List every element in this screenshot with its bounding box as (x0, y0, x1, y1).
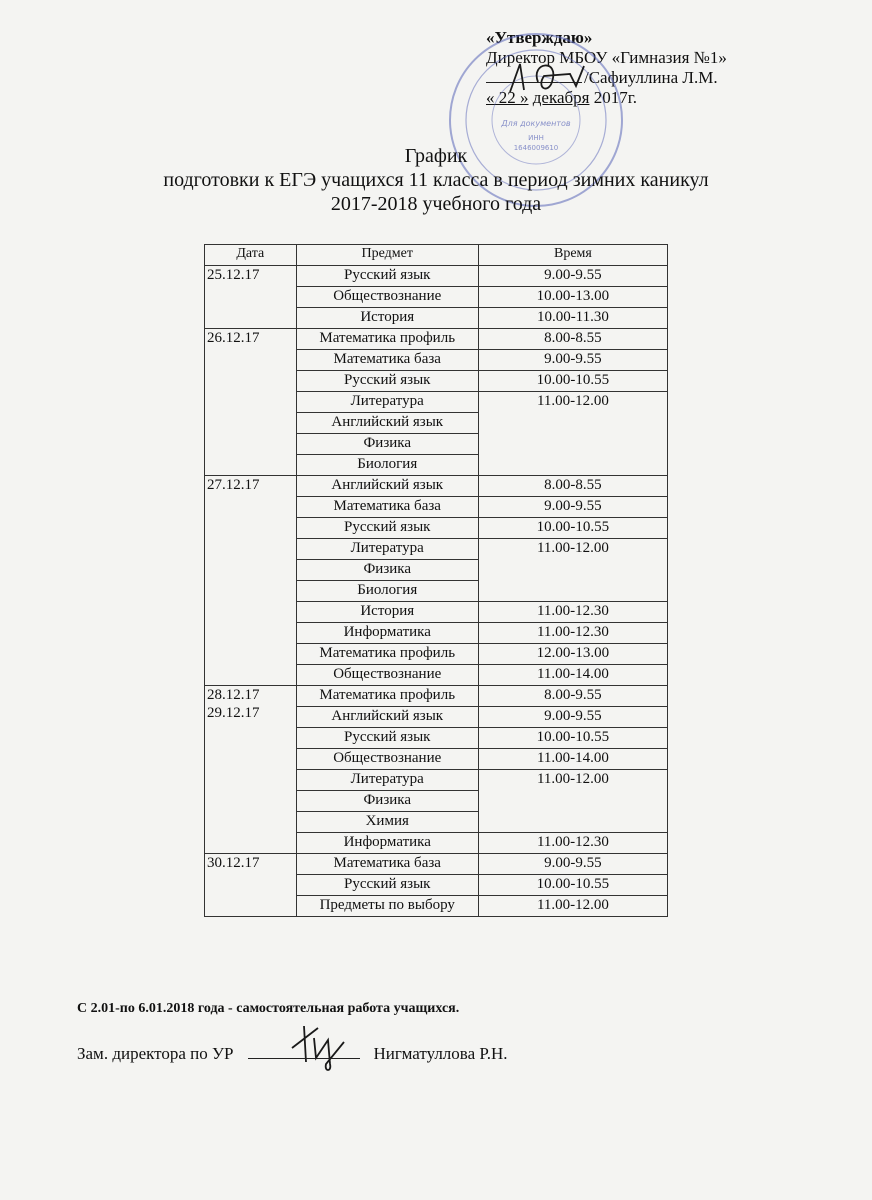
cell-date: 30.12.17 (205, 854, 297, 917)
cell-subject: Математика база (296, 854, 478, 875)
cell-time: 11.00-14.00 (478, 749, 667, 770)
cell-date: 26.12.17 (205, 329, 297, 476)
approval-block (486, 28, 816, 108)
approval-date (486, 88, 816, 108)
approval-date-year: 2017г. (593, 88, 638, 107)
cell-time: 10.00-13.00 (478, 287, 667, 308)
document-title (0, 144, 872, 216)
cell-time: 11.00-12.30 (478, 833, 667, 854)
cell-subject: Математика профиль (296, 644, 478, 665)
self-study-note: С 2.01-по 6.01.2018 года - самостоятельная работа учащихся. (77, 1001, 460, 1016)
cell-subject: Русский язык (296, 371, 478, 392)
cell-date: 28.12.17 (207, 687, 260, 703)
title-line-2: подготовки к ЕГЭ учащихся 11 класса в период зимних каникул (163, 169, 709, 191)
table-row (205, 329, 668, 350)
cell-time: 11.00-12.00 (478, 392, 667, 476)
table-header-row (205, 245, 668, 266)
cell-time: 11.00-14.00 (478, 665, 667, 686)
cell-subject: Английский язык (296, 413, 478, 434)
approval-name: /Сафиуллина Л.М. (584, 68, 718, 87)
footer-position: Зам. директора по УР (77, 1044, 234, 1063)
cell-time: 8.00-8.55 (478, 329, 667, 350)
stamp-text: Для документов (501, 119, 571, 128)
cell-subject: История (296, 602, 478, 623)
approval-heading: «Утверждаю» (486, 28, 593, 47)
cell-time: 9.00-9.55 (478, 266, 667, 287)
cell-subject: Английский язык (296, 476, 478, 497)
table-row (205, 266, 668, 287)
approval-signature-line (486, 68, 816, 88)
cell-subject: Биология (296, 455, 478, 476)
approval-date-month: декабря (532, 88, 590, 107)
cell-time: 11.00-12.30 (478, 602, 667, 623)
cell-time: 10.00-11.30 (478, 308, 667, 329)
cell-subject: Физика (296, 791, 478, 812)
cell-date: 27.12.17 (205, 476, 297, 686)
cell-time: 9.00-9.55 (478, 497, 667, 518)
cell-subject: Обществознание (296, 287, 478, 308)
cell-subject: Математика база (296, 497, 478, 518)
cell-subject: Физика (296, 560, 478, 581)
cell-subject: Русский язык (296, 518, 478, 539)
cell-date: 25.12.17 (205, 266, 297, 329)
table-row (205, 476, 668, 497)
cell-subject: Русский язык (296, 728, 478, 749)
title-line-1: График (404, 145, 468, 167)
cell-time: 8.00-9.55 (478, 686, 667, 707)
cell-time: 8.00-8.55 (478, 476, 667, 497)
cell-subject: Информатика (296, 833, 478, 854)
cell-time: 10.00-10.55 (478, 728, 667, 749)
table-row (205, 854, 668, 875)
cell-subject: Литература (296, 539, 478, 560)
cell-subject: Информатика (296, 623, 478, 644)
signature-blank (248, 1044, 360, 1059)
approval-date-day: « 22 » (486, 88, 529, 107)
title-line-3: 2017-2018 учебного года (330, 193, 542, 215)
cell-time: 11.00-12.00 (478, 539, 667, 602)
cell-subject: Обществознание (296, 665, 478, 686)
header-time: Время (478, 245, 667, 266)
cell-subject: Литература (296, 392, 478, 413)
cell-time: 10.00-10.55 (478, 371, 667, 392)
cell-subject: Русский язык (296, 875, 478, 896)
cell-subject: Химия (296, 812, 478, 833)
table-row (205, 686, 668, 707)
cell-subject: Английский язык (296, 707, 478, 728)
footer-name: Нигматуллова Р.Н. (373, 1044, 508, 1063)
signature-blank (486, 68, 582, 83)
cell-date: 29.12.17 (207, 705, 260, 721)
footer-signature-line (77, 1044, 508, 1064)
approval-position: Директор МБОУ «Гимназия №1» (486, 48, 727, 67)
cell-subject: История (296, 308, 478, 329)
cell-date-range (205, 686, 297, 854)
cell-subject: Математика база (296, 350, 478, 371)
cell-time: 11.00-12.30 (478, 623, 667, 644)
cell-time: 10.00-10.55 (478, 875, 667, 896)
cell-subject: Литература (296, 770, 478, 791)
cell-time: 10.00-10.55 (478, 518, 667, 539)
cell-subject: Биология (296, 581, 478, 602)
cell-subject: Предметы по выбору (296, 896, 478, 917)
schedule-table (204, 244, 668, 917)
stamp-inn: ИНН (528, 134, 544, 142)
header-subject: Предмет (296, 245, 478, 266)
cell-time: 11.00-12.00 (478, 770, 667, 833)
cell-subject: Русский язык (296, 266, 478, 287)
cell-subject: Математика профиль (296, 686, 478, 707)
cell-time: 9.00-9.55 (478, 350, 667, 371)
cell-subject: Математика профиль (296, 329, 478, 350)
cell-time: 9.00-9.55 (478, 854, 667, 875)
cell-time: 12.00-13.00 (478, 644, 667, 665)
cell-time: 11.00-12.00 (478, 896, 667, 917)
cell-subject: Физика (296, 434, 478, 455)
cell-subject: Обществознание (296, 749, 478, 770)
header-date: Дата (205, 245, 297, 266)
stamp-number: 1646009610 (513, 144, 559, 152)
cell-time: 9.00-9.55 (478, 707, 667, 728)
